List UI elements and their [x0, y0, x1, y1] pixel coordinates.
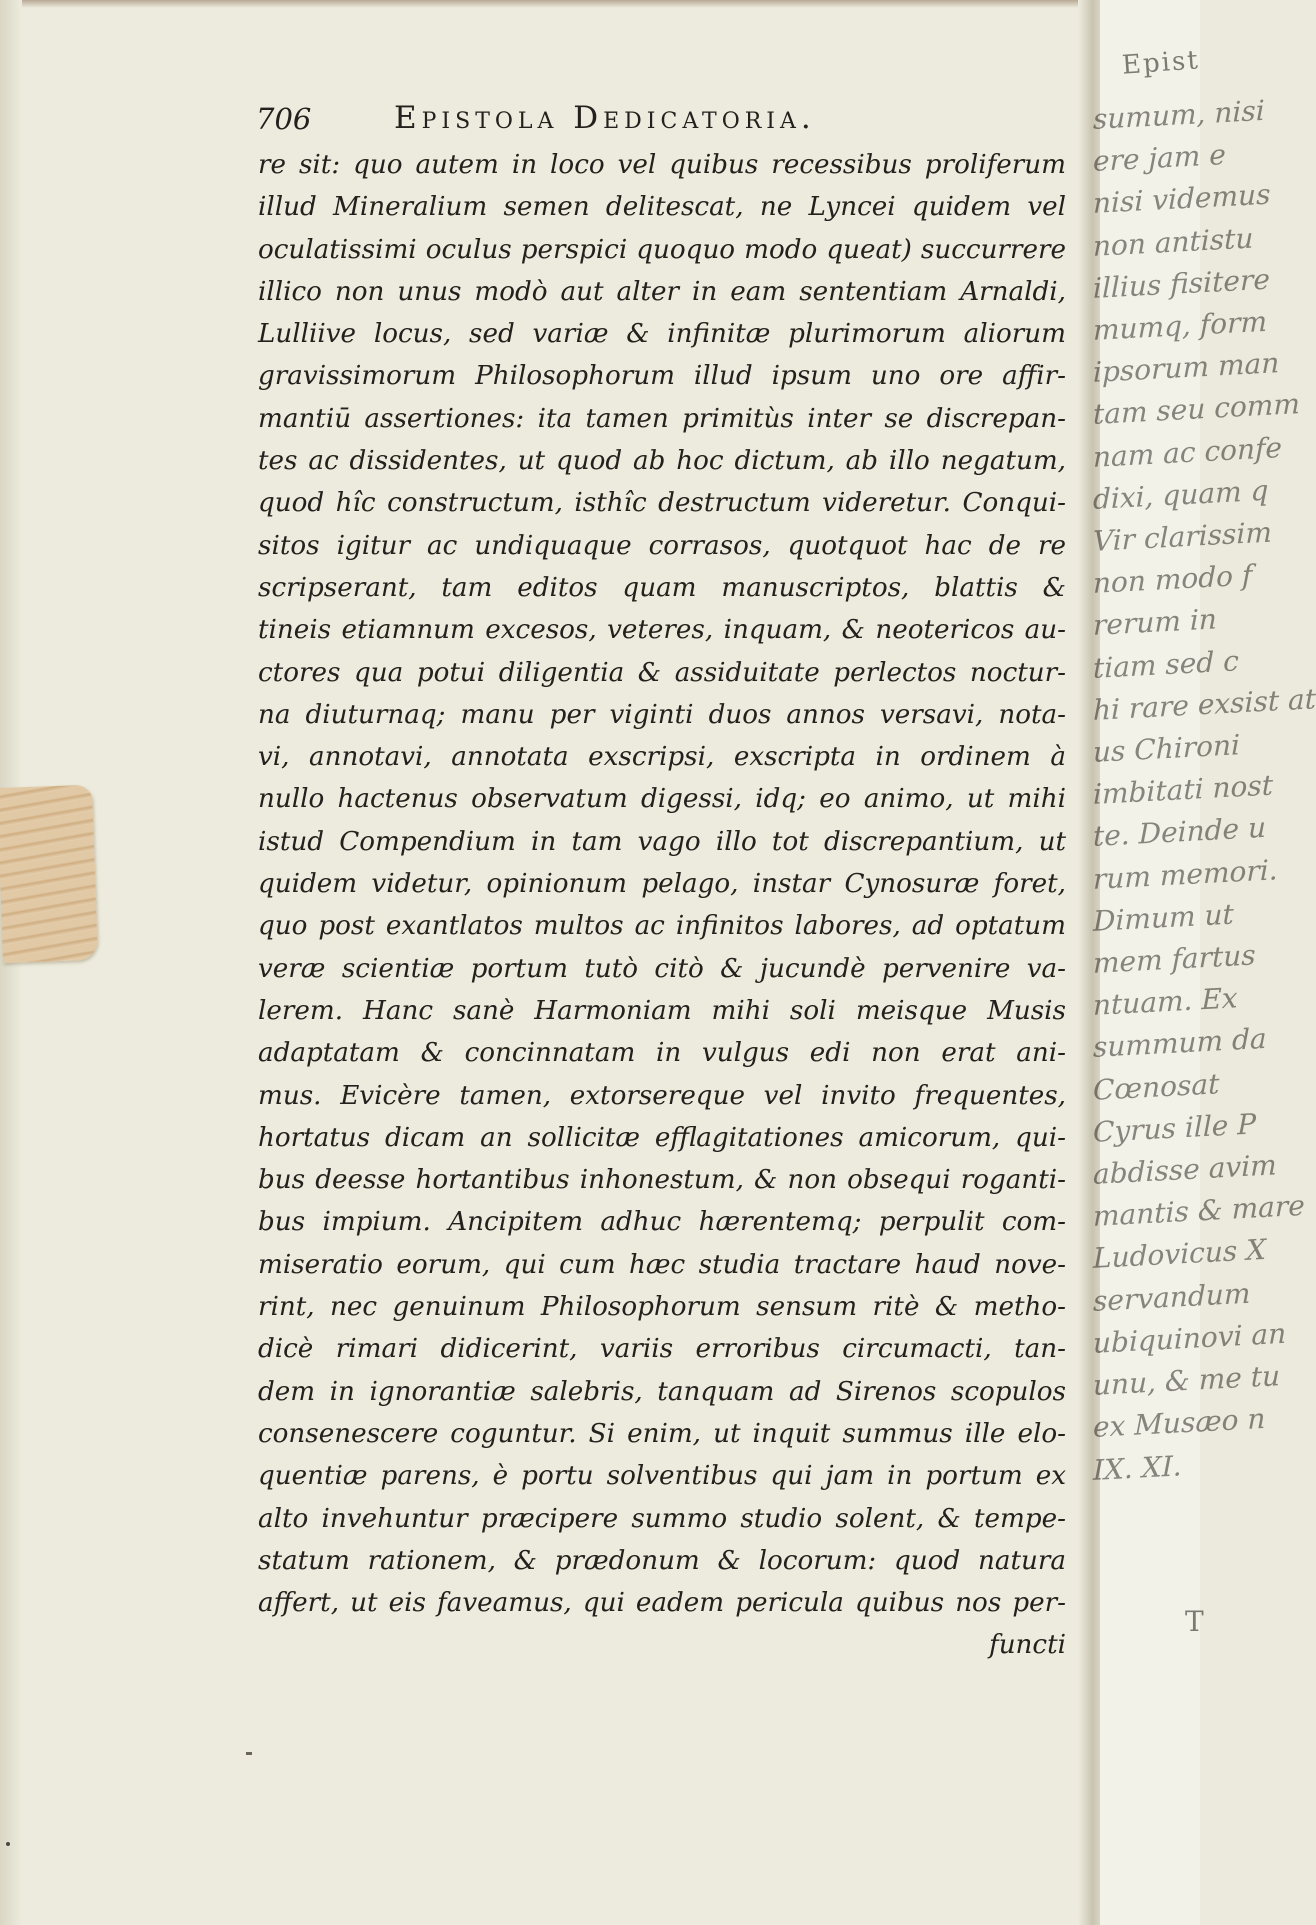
facing-page-line: te. Deinde u	[1093, 811, 1267, 854]
facing-page-line: ipsorum man	[1093, 346, 1280, 390]
facing-page-line: rum memori.	[1093, 852, 1278, 896]
facing-page-line: summum da	[1093, 1022, 1267, 1065]
text-line: rint, nec genuinum Philosophorum sensum ritè & metho-	[258, 1292, 1066, 1323]
body-text	[258, 144, 1066, 1667]
text-line: istud Compendium in tam vago illo tot discrepantium, ut	[258, 826, 1066, 857]
facing-page-line: unu, & me tu	[1093, 1359, 1281, 1403]
facing-page-line: non antistu	[1093, 221, 1254, 263]
facing-page-line: dixi, quam q	[1093, 473, 1269, 516]
facing-page-line: ubiquinovi an	[1093, 1316, 1287, 1360]
text-line: quod hîc constructum, isthîc destructum videretur. Conqui-	[258, 488, 1066, 519]
facing-page-line: mumq, form	[1093, 304, 1268, 347]
text-line: mus. Evicère tamen, extorsereque vel invito frequentes,	[258, 1080, 1066, 1111]
running-head: Epistola Dedicatoria.	[394, 100, 816, 136]
text-line: bus deesse hortantibus inhonestum, & non obsequi roganti-	[258, 1165, 1066, 1196]
text-line: veræ scientiæ portum tutò citò & jucundè pervenire va-	[258, 953, 1066, 984]
facing-page-line: nisi videmus	[1093, 178, 1271, 221]
facing-page-text	[1093, 91, 1316, 1492]
page-top-edge	[0, 0, 1098, 8]
catchword: functi	[989, 1630, 1066, 1661]
text-line: na diuturnaq; manu per viginti duos annos versavi, nota-	[258, 699, 1066, 730]
text-line: consenescere coguntur. Si enim, ut inquit summus ille elo-	[258, 1418, 1066, 1449]
text-line: ctores qua potui diligentia & assiduitate perlectos noctur-	[258, 657, 1066, 688]
text-line: dicè rimari didicerint, variis erroribus circumacti, tan-	[258, 1334, 1066, 1365]
text-line: scripserant, tam editos quam manuscriptos, blattis &	[258, 572, 1066, 603]
text-line: oculatissimi oculus perspici quoquo modo queat) succurrere	[258, 234, 1066, 265]
ink-dot	[6, 1842, 10, 1846]
text-line: illud Mineralium semen delitescat, ne Lyncei quidem vel	[258, 192, 1066, 223]
facing-page-catch: T	[1185, 1605, 1204, 1638]
facing-page-line: non modo f	[1093, 558, 1253, 601]
text-line: miseratio eorum, qui cum hæc studia tractare haud nove-	[258, 1249, 1066, 1280]
facing-page-line: mantis & mare	[1093, 1189, 1305, 1234]
text-line: sitos igitur ac undiquaque corrasos, quotquot hac de re	[258, 530, 1066, 561]
facing-page-line: illius fisitere	[1093, 262, 1270, 305]
facing-page-line: ntuam. Ex	[1093, 981, 1238, 1023]
facing-page-line: sumum, nisi	[1093, 93, 1265, 136]
text-line: affert, ut eis faveamus, qui eadem pericula quibus nos per-	[258, 1588, 1066, 1619]
text-line: alto invehuntur præcipere summo studio solent, & tempe-	[258, 1503, 1066, 1534]
facing-page-line: Dimum ut	[1093, 897, 1234, 938]
facing-page-line: Cyrus ille P	[1093, 1107, 1257, 1149]
facing-page-line: rerum in	[1093, 602, 1217, 643]
text-line: tineis etiamnum excesos, veteres, inquam, & neotericos au-	[258, 615, 1066, 646]
facing-page-line: servandum	[1093, 1276, 1251, 1318]
facing-page-line: hi rare exsist at	[1093, 682, 1316, 727]
page-number: 706	[256, 102, 312, 136]
text-line: illico non unus modò aut alter in eam sententiam Arnaldi,	[258, 276, 1066, 307]
text-line: re sit: quo autem in loco vel quibus recessibus proliferum	[258, 150, 1066, 180]
text-line: adaptatam & concinnatam in vulgus edi non erat ani-	[258, 1038, 1066, 1069]
facing-page-line: tiam sed c	[1093, 643, 1239, 685]
text-line: quentiæ parens, è portu solventibus qui jam in portum ex	[258, 1461, 1066, 1492]
facing-page-line: us Chironi	[1093, 728, 1240, 769]
text-line: gravissimorum Philosophorum illud ipsum uno ore affir-	[258, 361, 1066, 392]
page-header	[256, 100, 936, 145]
text-line: dem in ignorantiæ salebris, tanquam ad Sirenos scopulos	[258, 1376, 1066, 1407]
text-line: quidem videtur, opinionum pelago, instar Cynosuræ foret,	[258, 869, 1066, 900]
text-line: bus impium. Ancipitem adhuc hærentemq; perpulit com-	[258, 1207, 1066, 1238]
text-line: nullo hactenus observatum digessi, idq; eo animo, ut mihi	[258, 784, 1066, 815]
text-line: vi, annotavi, annotata exscripsi, exscripta in ordinem à	[258, 742, 1066, 773]
text-line: Lulliive locus, sed variæ & infinitæ plurimorum aliorum	[258, 319, 1066, 350]
facing-page-line: abdisse avim	[1093, 1148, 1277, 1192]
text-line: statum rationem, & prædonum & locorum: quod natura	[258, 1545, 1066, 1576]
text-line: tes ac dissidentes, ut quod ab hoc dictum, ab illo negatum,	[258, 446, 1066, 477]
facing-page-line: Ludovicus X	[1093, 1233, 1267, 1276]
facing-page-line: Vir clarissim	[1093, 515, 1272, 558]
text-line: lerem. Hanc sanè Harmoniam mihi soli meisque Musis	[258, 995, 1066, 1026]
facing-page-line: ere jam e	[1093, 138, 1226, 179]
text-line: hortatus dicam an sollicitæ efflagitationes amicorum, qui-	[258, 1122, 1066, 1153]
facing-page-line: tam seu comm	[1093, 387, 1300, 432]
facing-page-line: IX. XI.	[1093, 1448, 1182, 1487]
facing-page-head: Epist	[1121, 45, 1201, 81]
facing-page-line: Cœnosat	[1093, 1066, 1220, 1107]
facing-page-line: ex Musæo n	[1093, 1402, 1266, 1445]
facing-page-line: mem fartus	[1093, 938, 1256, 980]
text-line: mantiū assertiones: ita tamen primitùs inter se discrepan-	[258, 403, 1066, 434]
text-line: quo post exantlatos multos ac infinitos labores, ad optatum	[258, 911, 1066, 942]
facing-page-line: nam ac confe	[1093, 430, 1282, 474]
facing-page-line: imbitati nost	[1093, 768, 1273, 812]
ink-speck	[246, 1752, 252, 1755]
paper-bookmark-tab	[0, 785, 98, 963]
